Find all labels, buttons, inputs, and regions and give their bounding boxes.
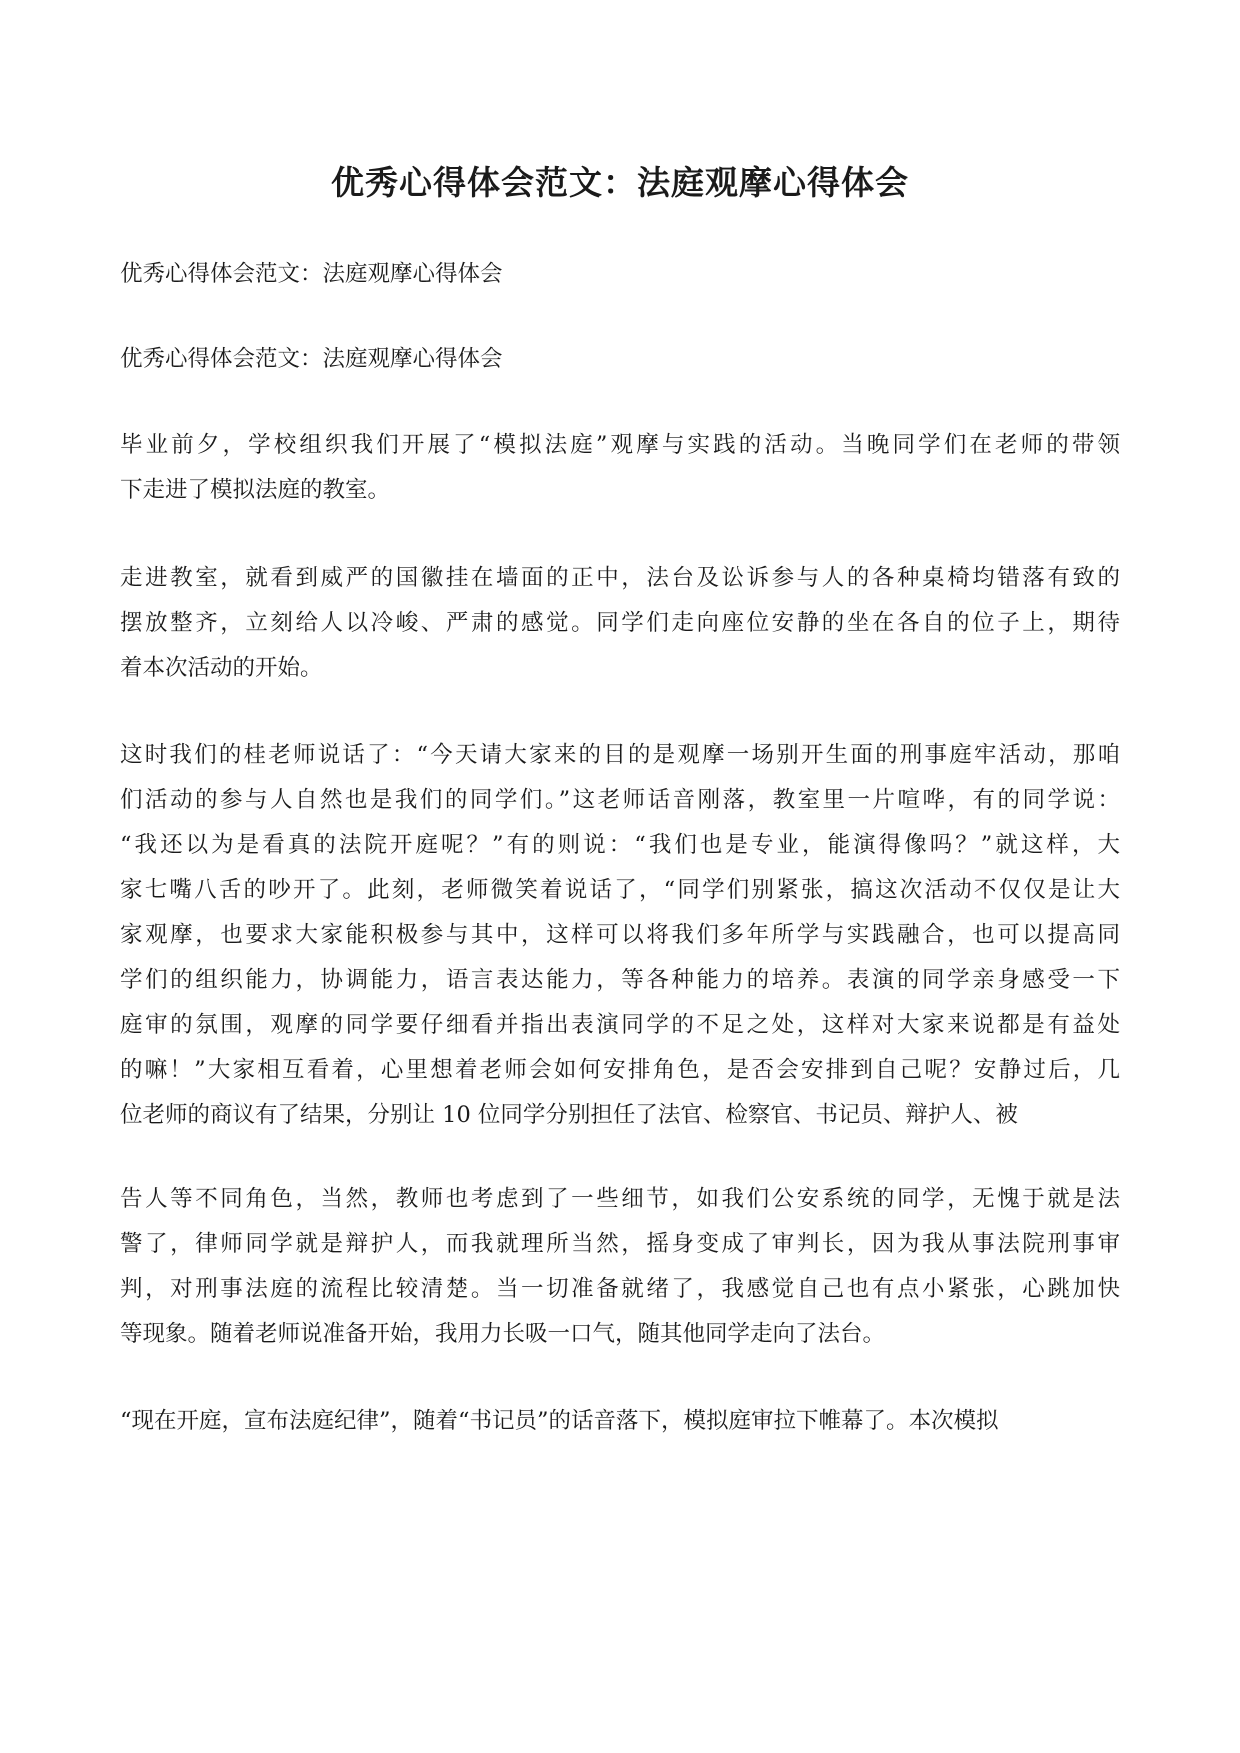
text-line: 们活动的参与人自然也是我们的同学们。”这老师话音刚落，教室里一片喧哗，有的同学说： bbox=[120, 787, 1120, 813]
text-line: 警了，律师同学就是辩护人，而我就理所当然，摇身变成了审判长，因为我从事法院刑事审 bbox=[120, 1231, 1120, 1257]
text-line: 走进教室，就看到威严的国徽挂在墙面的正中，法台及讼诉参与人的各种桌椅均错落有致的 bbox=[120, 565, 1120, 591]
text-line: 下走进了模拟法庭的教室。 bbox=[120, 477, 391, 503]
text-line: 优秀心得体会范文：法庭观摩心得体会 bbox=[120, 346, 503, 372]
paragraph bbox=[120, 1177, 1120, 1357]
text-line: 判，对刑事法庭的流程比较清楚。当一切准备就绪了，我感觉自己也有点小紧张，心跳加快 bbox=[120, 1276, 1120, 1302]
paragraph bbox=[120, 733, 1120, 1138]
paragraph bbox=[120, 1399, 1120, 1444]
text-line: “现在开庭，宣布法庭纪律”，随着“书记员”的话音落下，模拟庭审拉下帷幕了。本次模拟 bbox=[120, 1408, 999, 1434]
text-line: 学们的组织能力，协调能力，语言表达能力，等各种能力的培养。表演的同学亲身感受一下 bbox=[120, 967, 1120, 993]
text-line: 毕业前夕，学校组织我们开展了“模拟法庭”观摩与实践的活动。当晚同学们在老师的带领 bbox=[120, 432, 1120, 458]
text-line: 摆放整齐，立刻给人以冷峻、严肃的感觉。同学们走向座位安静的坐在各自的位子上，期待 bbox=[120, 610, 1120, 636]
text-line: “我还以为是看真的法院开庭呢？”有的则说：“我们也是专业，能演得像吗？”就这样，大 bbox=[120, 832, 1120, 858]
document-title: 优秀心得体会范文：法庭观摩心得体会 bbox=[331, 163, 909, 202]
text-line: 的嘛！”大家相互看着，心里想着老师会如何安排角色，是否会安排到自己呢？安静过后，几 bbox=[120, 1057, 1120, 1083]
text-line: 庭审的氛围，观摩的同学要仔细看并指出表演同学的不足之处，这样对大家来说都是有益处 bbox=[120, 1012, 1120, 1038]
text-line: 优秀心得体会范文：法庭观摩心得体会 bbox=[120, 261, 503, 287]
text-line: 位老师的商议有了结果，分别让 10 位同学分别担任了法官、检察官、书记员、辩护人、被 bbox=[120, 1102, 1018, 1128]
text-line: 等现象。随着老师说准备开始，我用力长吸一口气，随其他同学走向了法台。 bbox=[120, 1321, 886, 1347]
text-line: 告人等不同角色，当然，教师也考虑到了一些细节，如我们公安系统的同学，无愧于就是法 bbox=[120, 1186, 1120, 1212]
text-line: 家七嘴八舌的吵开了。此刻，老师微笑着说话了，“同学们别紧张，搞这次活动不仅仅是让大 bbox=[120, 877, 1120, 903]
subtitle-line bbox=[120, 252, 1120, 297]
text-line: 着本次活动的开始。 bbox=[120, 655, 323, 681]
text-line: 家观摩，也要求大家能积极参与其中，这样可以将我们多年所学与实践融合，也可以提高同 bbox=[120, 922, 1120, 948]
paragraph bbox=[120, 423, 1120, 513]
text-line: 这时我们的桂老师说话了：“今天请大家来的目的是观摩一场别开生面的刑事庭牢活动，那咱 bbox=[120, 742, 1120, 768]
subtitle-line bbox=[120, 337, 1120, 382]
paragraph bbox=[120, 556, 1120, 691]
